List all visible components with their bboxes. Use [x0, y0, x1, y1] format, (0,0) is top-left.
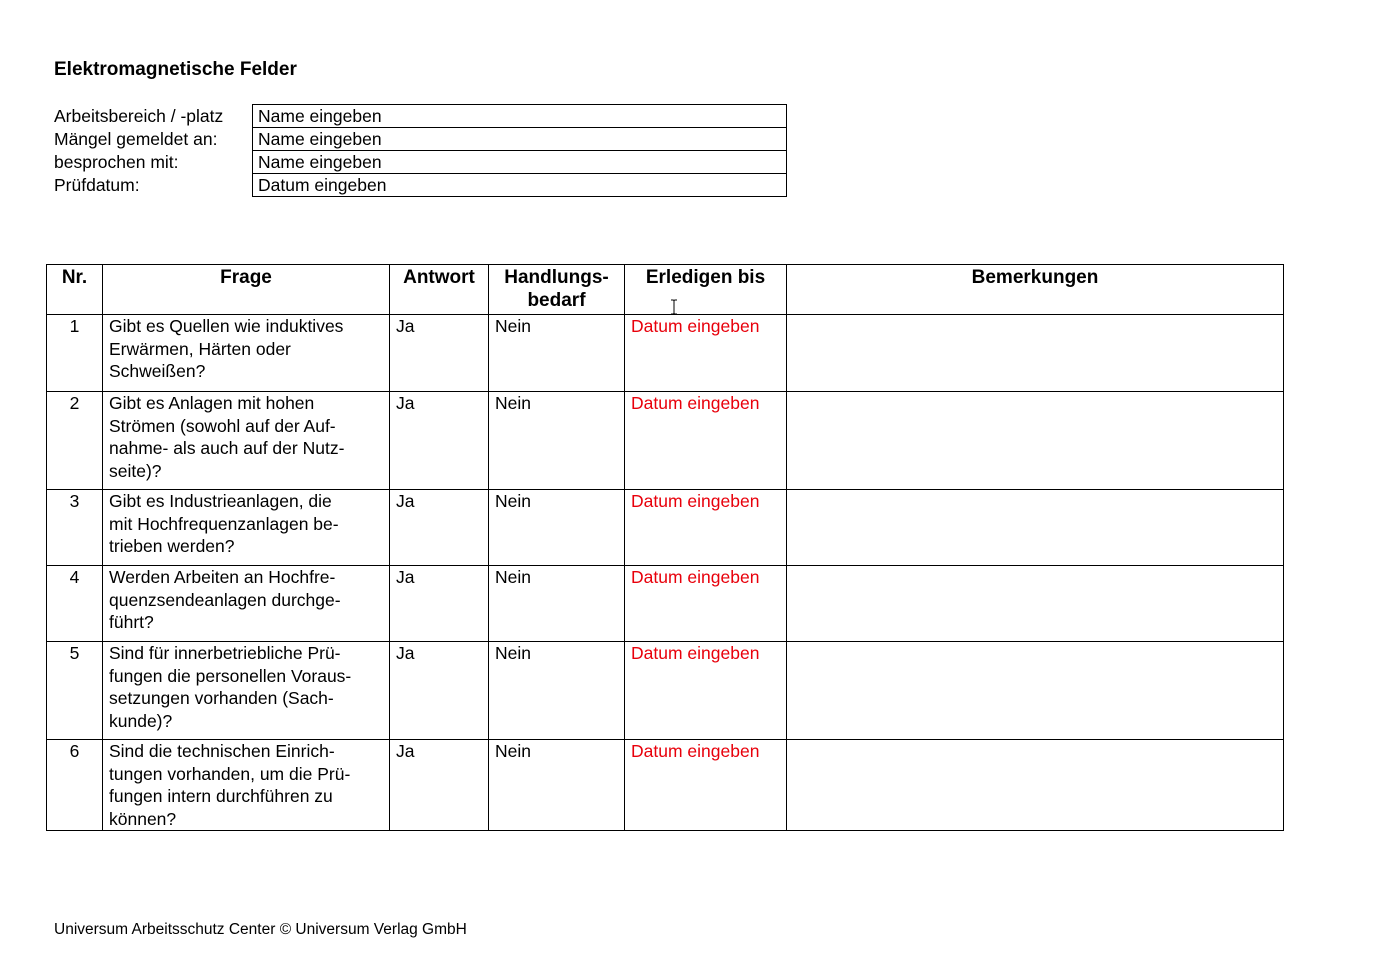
- row-frage: [103, 566, 390, 642]
- meta-fields-box: [252, 104, 787, 197]
- frage-line: Sind die technischen Einrich-: [109, 741, 335, 761]
- row-handlungsbedarf[interactable]: Nein: [489, 490, 625, 566]
- header-nr: Nr.: [47, 265, 103, 315]
- row-bemerkung-field[interactable]: [787, 490, 1284, 566]
- header-handlung-line1: Handlungs-: [504, 267, 609, 288]
- document-title: Elektromagnetische Felder: [54, 59, 297, 80]
- frage-line: Schweißen?: [109, 361, 206, 381]
- meta-label-pruefdatum: Prüfdatum:: [54, 175, 140, 195]
- table-row: [47, 490, 1284, 566]
- header-erledigen-bis: Erledigen bis: [625, 265, 787, 315]
- table-header-row: [47, 265, 1284, 315]
- footer-copyright: Universum Arbeitsschutz Center © Universum Verlag GmbH: [54, 921, 467, 938]
- frage-line: Strömen (sowohl auf der Auf-: [109, 415, 336, 436]
- row-bemerkung-field[interactable]: [787, 642, 1284, 740]
- meta-label-besprochen: besprochen mit:: [54, 152, 179, 172]
- header-bemerkungen: Bemerkungen: [787, 265, 1284, 315]
- row-handlungsbedarf[interactable]: Nein: [489, 642, 625, 740]
- row-bemerkung-field[interactable]: [787, 392, 1284, 490]
- row-frage: [103, 392, 390, 490]
- row-nr: 4: [47, 566, 103, 642]
- meta-labels: [54, 105, 223, 197]
- row-erledigen-date-field[interactable]: Datum eingeben: [625, 315, 787, 392]
- row-erledigen-date-field[interactable]: Datum eingeben: [625, 566, 787, 642]
- row-handlungsbedarf[interactable]: Nein: [489, 315, 625, 392]
- header-antwort: Antwort: [390, 265, 489, 315]
- frage-line: führt?: [109, 612, 154, 632]
- frage-line: kunde)?: [109, 710, 173, 731]
- row-antwort[interactable]: Ja: [390, 490, 489, 566]
- frage-line: fungen intern durchführen zu: [109, 786, 333, 806]
- frage-line: seite)?: [109, 460, 162, 481]
- table-row: [47, 392, 1284, 490]
- text-cursor-icon: [670, 299, 678, 315]
- arbeitsbereich-field[interactable]: Name eingeben: [253, 105, 786, 128]
- row-frage: [103, 315, 390, 392]
- row-bemerkung-field[interactable]: [787, 315, 1284, 392]
- frage-line: tungen vorhanden, um die Prü-: [109, 763, 351, 784]
- frage-line: mit Hochfrequenzanlagen be-: [109, 513, 339, 534]
- row-nr: 1: [47, 315, 103, 392]
- table-row: [47, 566, 1284, 642]
- frage-line: quenzsendeanlagen durchge-: [109, 589, 341, 610]
- row-antwort[interactable]: Ja: [390, 392, 489, 490]
- meta-label-arbeitsbereich: Arbeitsbereich / -platz: [54, 106, 224, 126]
- row-frage: [103, 490, 390, 566]
- frage-line: Gibt es Quellen wie induktives: [109, 316, 344, 336]
- frage-line: Gibt es Industrieanlagen, die: [109, 491, 332, 511]
- row-bemerkung-field[interactable]: [787, 566, 1284, 642]
- frage-line: setzungen vorhanden (Sach-: [109, 688, 334, 708]
- pruefdatum-field[interactable]: Datum eingeben: [258, 175, 387, 195]
- row-erledigen-date-field[interactable]: Datum eingeben: [625, 642, 787, 740]
- row-nr: 6: [47, 740, 103, 831]
- row-erledigen-date-field[interactable]: Datum eingeben: [625, 490, 787, 566]
- frage-line: Gibt es Anlagen mit hohen: [109, 393, 315, 413]
- besprochen-mit-field[interactable]: Name eingeben: [253, 151, 786, 174]
- frage-line: trieben werden?: [109, 536, 235, 556]
- row-antwort[interactable]: Ja: [390, 740, 489, 831]
- frage-line: können?: [109, 808, 177, 829]
- frage-line: Werden Arbeiten an Hochfre-: [109, 567, 336, 587]
- row-antwort[interactable]: Ja: [390, 566, 489, 642]
- header-handlung-line2: bedarf: [527, 290, 586, 311]
- row-antwort[interactable]: Ja: [390, 315, 489, 392]
- maengel-gemeldet-field[interactable]: Name eingeben: [253, 128, 786, 151]
- row-antwort[interactable]: Ja: [390, 642, 489, 740]
- frage-line: Erwärmen, Härten oder: [109, 338, 291, 359]
- row-nr: 2: [47, 392, 103, 490]
- table-row: [47, 740, 1284, 831]
- table-row: [47, 642, 1284, 740]
- row-nr: 3: [47, 490, 103, 566]
- frage-line: Sind für innerbetriebliche Prü-: [109, 643, 341, 663]
- header-frage: Frage: [103, 265, 390, 315]
- frage-line: fungen die personellen Voraus-: [109, 665, 352, 686]
- header-handlungsbedarf: [489, 265, 625, 315]
- row-nr: 5: [47, 642, 103, 740]
- meta-label-maengel: Mängel gemeldet an:: [54, 129, 218, 149]
- row-bemerkung-field[interactable]: [787, 740, 1284, 831]
- row-erledigen-date-field[interactable]: Datum eingeben: [625, 392, 787, 490]
- row-handlungsbedarf[interactable]: Nein: [489, 566, 625, 642]
- row-frage: [103, 642, 390, 740]
- row-erledigen-date-field[interactable]: Datum eingeben: [625, 740, 787, 831]
- row-handlungsbedarf[interactable]: Nein: [489, 740, 625, 831]
- row-frage: [103, 740, 390, 831]
- table-row: [47, 315, 1284, 392]
- checklist-table: [46, 264, 1284, 831]
- row-handlungsbedarf[interactable]: Nein: [489, 392, 625, 490]
- frage-line: nahme- als auch auf der Nutz-: [109, 438, 345, 458]
